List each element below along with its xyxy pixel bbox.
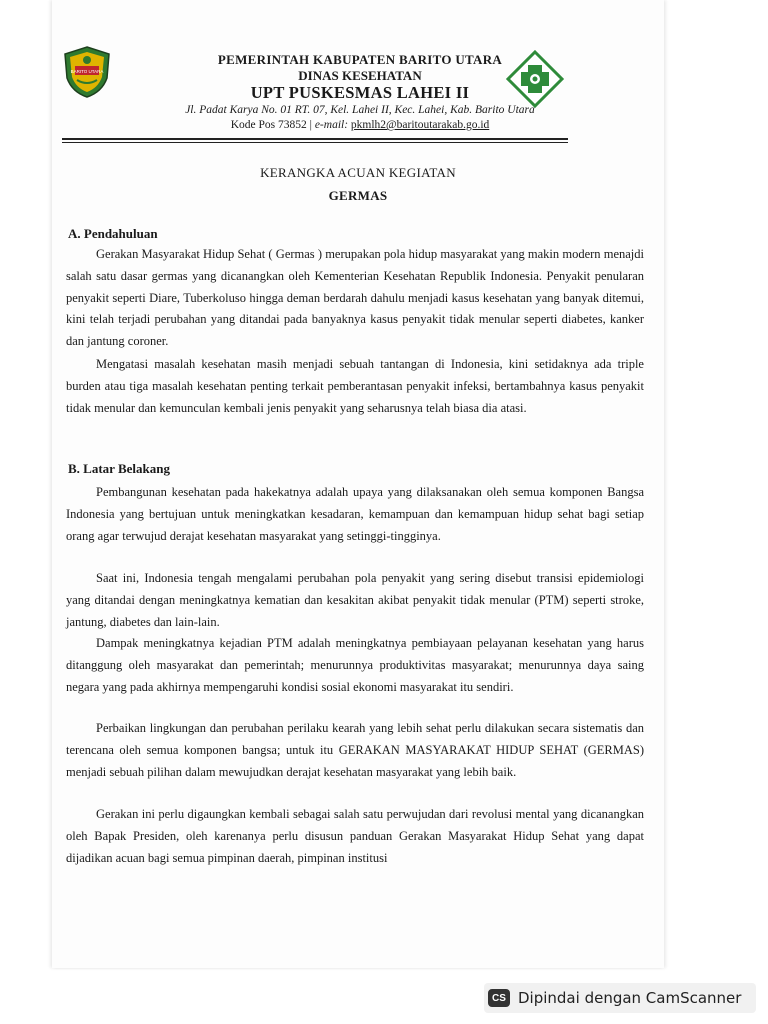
section-b-p2-text: Saat ini, Indonesia tengah mengalami perubahan pola penyakit yang sering disebut transisi epidemiologi yang ditandai dengan meningkatnya kematian dan kesakitan akibat penyakit tidak menular (PTM) seperti stroke, jantung, diabetes dan lain-lain. [66, 571, 644, 629]
regency-emblem-icon [62, 46, 112, 98]
letterhead-rule-thin [62, 142, 568, 143]
section-b-p3-text: Dampak meningkatnya kejadian PTM adalah meningkatnya pembiayaan pelayanan kesehatan yang harus ditanggung oleh masyarakat dan pemerintah; menurunnya produktivitas masyarakat; menurunnya daya saing negara yang pada akhirnya mempengaruhi kondisi sosial ekonomi masyarakat itu sendiri. [66, 636, 644, 694]
section-a-p1-text: Gerakan Masyarakat Hidup Sehat ( Germas ) merupakan pola hidup masyarakat yang makin modern menajdi salah satu dasar germas yang dicanangkan oleh Kementerian Kesehatan Republik Indonesia. Penyakit penularan penyakit seperti Diare, Tuberkoluso hingga deman berdarah dahulu menjadi kasus kesehatan yang banyak ditemui, kini telah terjadi perubahan yang ditandai pada banyaknya kasus penyakit tidak menular seperti diabetes, kanker dan jantung coroner. [66, 247, 644, 349]
section-b-paragraph-5 [66, 804, 644, 869]
puskesmas-cross-icon [506, 50, 564, 108]
camscanner-label: Dipindai dengan CamScanner [518, 989, 742, 1007]
section-b-p4-text: Perbaikan lingkungan dan perubahan perilaku kearah yang lebih sehat perlu dilakukan secara sistematis dan terencana oleh semua komponen bangsa; untuk itu GERAKAN MASYARAKAT HIDUP SEHAT (GERMAS) menjadi sebuah pilihan dalam mewujudkan derajat kesehatan masyarakat yang lebih baik. [66, 721, 644, 779]
letterhead-contact [150, 118, 570, 132]
letterhead-government: PEMERINTAH KABUPATEN BARITO UTARA [217, 52, 503, 67]
section-a-p2-text: Mengatasi masalah kesehatan masih menjadi sebuah tantangan di Indonesia, kini setidaknya ada triple burden atau tiga masalah kesehatan penting terkait pemberantasan penyakit infeksi, bertambahnya kasus penyakit tidak menular dan kemunculan kembali jenis penyakit yang seharusnya telah biasa dia atasi. [66, 357, 644, 415]
section-b-paragraph-1 [66, 482, 644, 547]
section-b-paragraph-3 [66, 633, 644, 698]
document-subtitle: GERMAS [328, 188, 388, 203]
section-b-heading: B. Latar Belakang [68, 461, 170, 476]
section-a-paragraph-2 [66, 354, 644, 419]
section-a-heading: A. Pendahuluan [68, 226, 158, 241]
section-b-paragraph-4 [66, 718, 644, 783]
email-link[interactable]: pkmlh2@baritoutarakab.go.id [350, 119, 490, 131]
letterhead-rule-thick [62, 138, 568, 140]
letterhead-institution: UPT PUSKESMAS LAHEI II [250, 83, 470, 102]
camscanner-logo-icon: CS [488, 989, 510, 1007]
section-b-p1-text: Pembangunan kesehatan pada hakekatnya adalah upaya yang dilaksanakan oleh semua komponen Bangsa Indonesia yang bertujuan untuk meningkatkan kesadaran, kemampuan dan kemampuan hidup sehat bagi setiap orang agar terwujud derajat kesehatan masyarakat yang setinggi-tingginya. [66, 485, 644, 543]
document-title: KERANGKA ACUAN KEGIATAN [260, 165, 456, 180]
letterhead-department: DINAS KESEHATAN [298, 68, 422, 83]
section-a-paragraph-1 [66, 244, 644, 353]
section-b-paragraph-2 [66, 568, 644, 633]
section-b-p5-text: Gerakan ini perlu digaungkan kembali sebagai salah satu perwujudan dari revolusi mental yang dicanangkan oleh Bapak Presiden, oleh karenanya perlu disusun panduan Gerakan Masyarakat Hidup Sehat yang dapat dijadikan acuan bagi semua pimpinan daerah, pimpinan institusi [66, 807, 644, 865]
postal-code: Kode Pos 73852 | [230, 119, 312, 131]
email-label: e-mail: [314, 119, 349, 131]
letterhead-address: Jl. Padat Karya No. 01 RT. 07, Kel. Lahei II, Kec. Lahei, Kab. Barito Utara [185, 104, 535, 116]
camscanner-watermark [484, 983, 756, 1013]
emblem-text: BARITO UTARA [70, 69, 104, 74]
